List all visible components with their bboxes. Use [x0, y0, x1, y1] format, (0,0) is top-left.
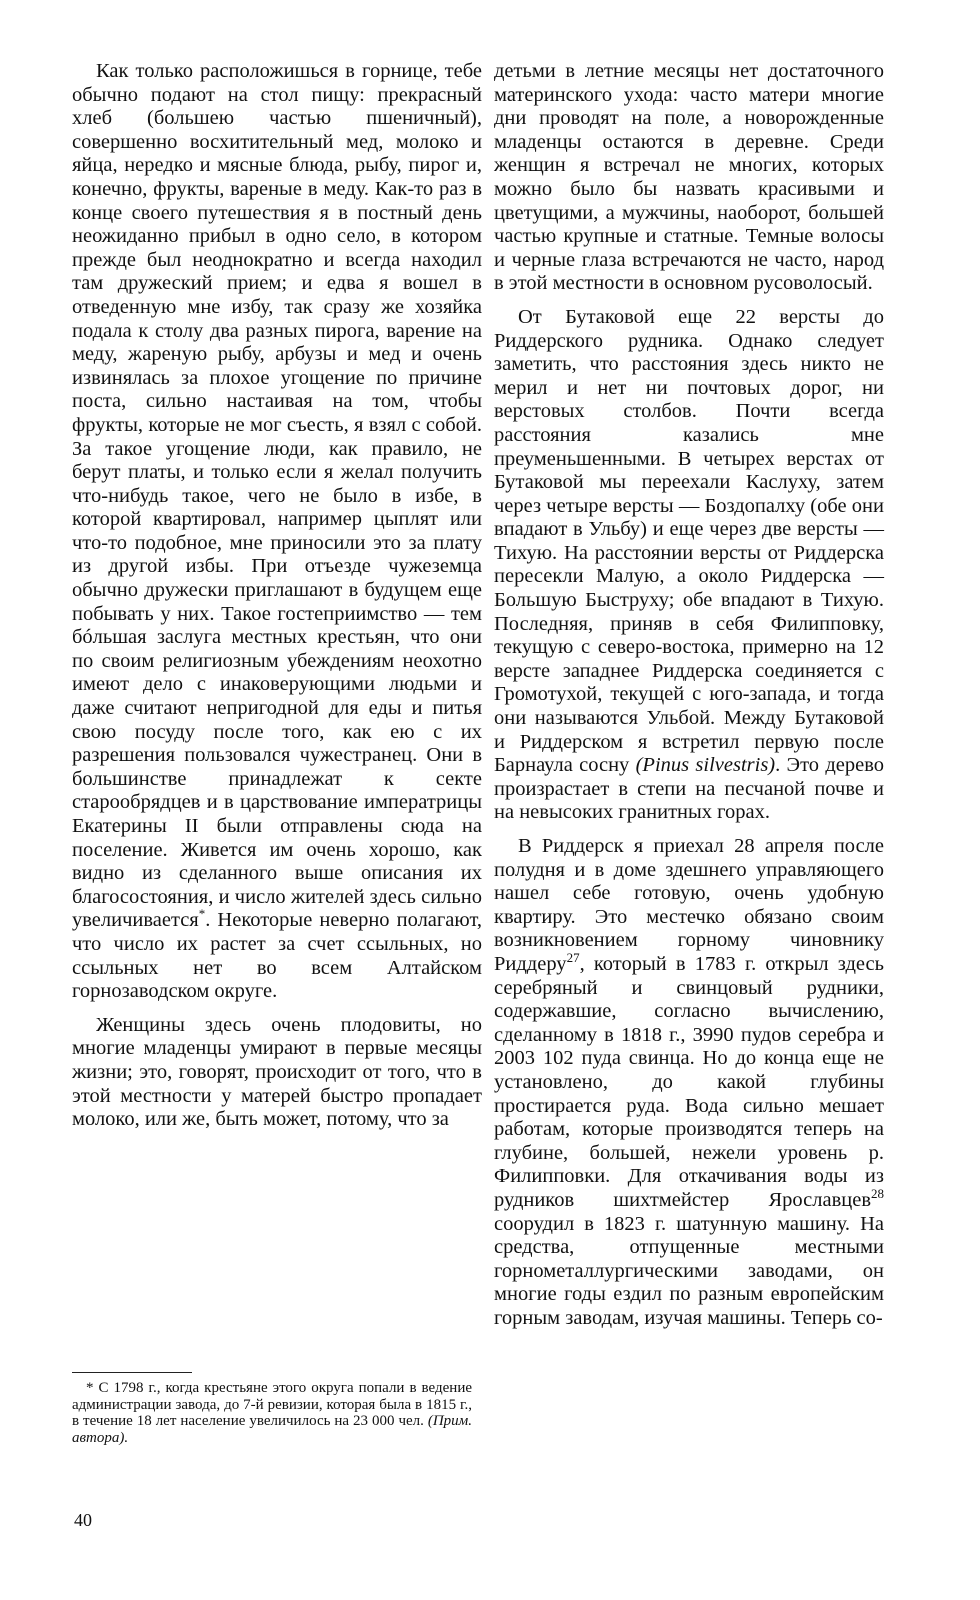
- paragraph-text: В Риддерск я приехал 28 апреля после полудня и в доме здешнего управляющего нашел себе готовую, очень удобную квартиру. Это местечко обязано своим возникновением горному чиновнику Риддеру: [494, 835, 884, 975]
- left-text-column: [72, 60, 482, 1142]
- paragraph-text: . Некоторые неверно полагают, что число их растет за счет ссыльных, но ссыльных нет во всем Алтайском горнозаводском округе.: [72, 909, 482, 1003]
- latin-name: (Pinus silvestris): [635, 754, 776, 777]
- footnote-attribution: (Прим. автора).: [72, 1413, 472, 1446]
- right-text-column: [494, 60, 884, 1340]
- reference-number: 27: [566, 950, 580, 966]
- paragraph-riddersk-mine: [494, 835, 884, 1330]
- paragraph-text: соорудил в 1823 г. шатунную машину. На средства, отпущенные местными горнометаллургическими заводами, он многие годы ездил по разным европейским горным заводам, изучая машины. Теперь со-: [494, 1212, 884, 1329]
- footnote-divider: [72, 1372, 192, 1373]
- footnote: [72, 1380, 472, 1446]
- paragraph-text: . Это дерево произрастает в степи на песчаной почве и на невысоких гранитных горах.: [494, 754, 884, 824]
- paragraph-women: [72, 1014, 482, 1132]
- paragraph-text: Женщины здесь очень плодовиты, но многие младенцы умирают в первые месяцы жизни; это, говорят, происходит от того, что в этой местности у матерей быстро пропадает молоко, или же, быть может, потому, что за: [72, 1013, 482, 1131]
- page-number: 40: [74, 1510, 92, 1530]
- paragraph-text: , который в 1783 г. открыл здесь серебряный и свинцовый рудники, содержавшие, согласно вычислению, сделанному в 1818 г., 3990 пудов серебра и 2003 102 пуда свинца. Но до конца еще не установлено, до какой глубины простирается руда. Вода сильно мешает работам, которые производятся теперь на глубине, большей, нежели уровень р. Филипповки. Для откачивания воды из рудников шихтмейстер Ярославцев: [494, 952, 884, 1211]
- paragraph-route-to-riddersk: [494, 306, 884, 825]
- footnote-marker: *: [198, 906, 206, 922]
- paragraph-text: Как только расположишься в горнице, тебе обычно подают на стол пищу: прекрасный хлеб (большею частью пшеничный), совершенно восхитительный мед, молоко и яйца, нередко и мясные блюда, рыбу, пирог и, конечно, фрукты, вареные в меду. Как-то раз в конце своего путешествия я в постный день неожиданно прибыл в одно село, в котором прежде был неоднократно и всегда находил там дружеский прием; и едва я вошел в отведенную мне избу, так сразу же хозяйка подала к столу два разных пирога, варение на меду, жареную рыбу, арбузы и мед и очень извинялась за плохое угощение по причине поста, сильно настаивая на том, чтобы фрукты, которые не мог съесть, я взял с собой. За такое угощение люди, как правило, не берут платы, и только если я желал получить что-нибудь такое, чего не было в избе, в которой квартировал, например цыплят или что-то подобное, мне приносили это за плату из другой избы. При отъезде чужеземца обычно дружески приглашают в будущем еще побывать у них. Такое гостеприимство — тем бóльшая заслуга местных крестьян, что они по своим религиозным убеждениям неохотно имеют дело с инаковерующими людьми и даже считают непригодной для еды и питья свою посуду после того, как ею с их разрешения пользовался чужестранец. Они в большинстве принадлежат к секте старообрядцев и в царствование императрицы Екатерины II были отправлены сюда на поселение. Живется им очень хорошо, как видно из сделанного выше описания их благосостояния, и число жителей здесь сильно увеличивается: [72, 60, 482, 932]
- paragraph-continuation: [494, 60, 884, 296]
- paragraph-text: детьми в летние месяцы нет достаточного материнского ухода: часто матери многие дни проводят на поле, а новорожденные младенцы остаются в деревне. Среди женщин я встречал не многих, которых можно было бы назвать красивыми и цветущими, а мужчины, наоборот, большей частью крупные и статные. Темные волосы и черные глаза встречаются не часто, народ в этой местности в основном русоволосый.: [494, 60, 884, 295]
- paragraph-hospitality: [72, 60, 482, 1004]
- footnote-text: * С 1798 г., когда крестьяне этого округа попали в ведение администрации завода, до 7-й ревизии, которая была в 1815 г., в течение 18 лет население увеличилось на 23 000 чел.: [72, 1380, 472, 1429]
- reference-number: 28: [871, 1186, 884, 1202]
- paragraph-text: От Бутаковой еще 22 версты до Риддерского рудника. Однако следует заметить, что расстояния здесь никто не мерил и нет ни почтовых дорог, ни верстовых столбов. Почти всегда расстояния казались мне преуменьшенными. В четырех верстах от Бутаковой мы переехали Каслуху, затем через четыре версты — Боздопалху (обе они впадают в Ульбу) и еще через две версты — Тихую. На расстоянии версты от Риддерска пересекли Малую, а около Риддерска — Большую Быструху; обе впадают в Тихую. Последняя, приняв в себя Филипповку, текущую с северо-востока, примерно на 12 версте западнее Риддерска соединяется с Громотухой, текущей с юго-запада, и тогда они называются Ульбой. Между Бутаковой и Риддерском я встретил первую после Барнаула сосну: [494, 305, 884, 777]
